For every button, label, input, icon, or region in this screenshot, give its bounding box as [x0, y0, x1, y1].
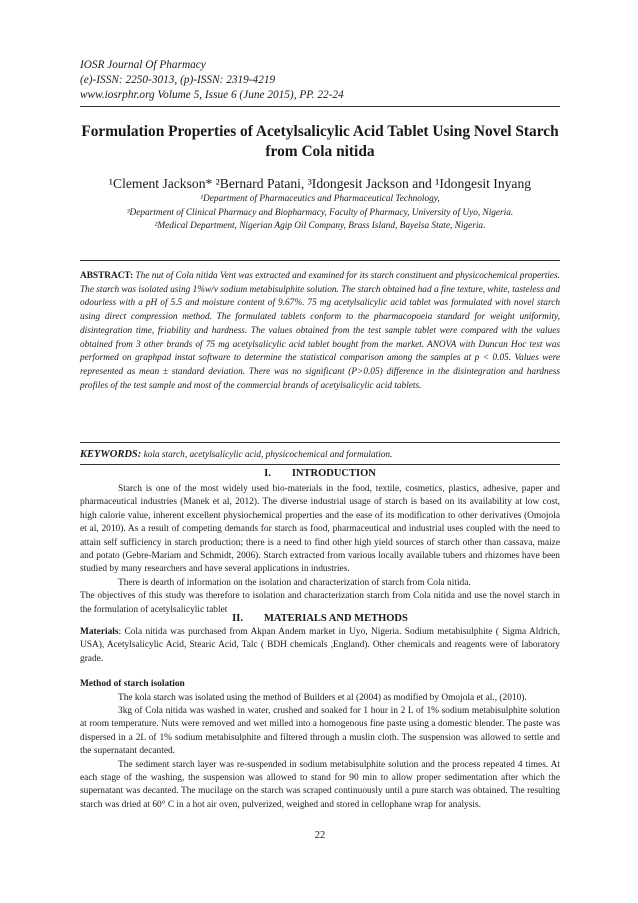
- intro-paragraph-2: There is dearth of information on the isolation and characterization of starch from Cola nitida.: [118, 577, 471, 588]
- method-paragraph-3: The sediment starch layer was re-suspended in sodium metabisulphite solution and the process repeated 4 times. At each stage of the washing, the suspension was allowed to stand for 90 min to allow proper sedimentation after which the supernatant was decanted. The mucilage on the starch was scraped continuously until a pure starch was obtained. The resulting starch was dried at 60° C in a hot air oven, pulverized, weighed and stored in cellophane wrap for analysis.: [80, 759, 560, 810]
- materials-paragraph: [80, 626, 560, 666]
- abstract-text: The nut of Cola nitida Vent was extracted and examined for its starch constituent and physicochemical properties. The starch was isolated using 1%w/v sodium metabisulphite solution. The starch obtained had a fine texture, white, tasteless and odourless with a pH of 5.5 and moisture content of 9.67%. 75 mg acetylsalicylic acid tablet was formulated with novel starch using direct compression method. The formulated tablets conform to the pharmacopoeia standard for weight uniformity, disintegration time, friability and hardness. The values obtained from the test sample tablet were compared with the values obtained from 3 other brands of 75 mg acetylsalicylic acid tablet bought from the market. ANOVA with Duncan Hoc test was performed on graphpad instat software to determine the statistical comparison among the samples at p < 0.05. Values were represented as mean ± standard deviation. There was no significant (P>0.05) difference in the disintegration and hardness profiles of the test sample and most of the commercial brands of acetylsalicylic acid tablets.: [80, 271, 560, 391]
- method-paragraph-1: The kola starch was isolated using the method of Builders et al (2004) as modified by Omojola et al., (2010).: [118, 692, 527, 703]
- keywords-label: KEYWORDS:: [80, 449, 142, 460]
- method-subheading: Method of starch isolation: [80, 679, 185, 690]
- paper-title: Formulation Properties of Acetylsalicylic Acid Tablet Using Novel Starch from Cola nitida: [81, 123, 559, 160]
- abstract-label: ABSTRACT:: [80, 271, 134, 281]
- page-number: 22: [314, 830, 326, 841]
- abstract-bottom-divider: [80, 442, 560, 443]
- materials-methods-body: [80, 626, 560, 812]
- abstract: [80, 270, 560, 393]
- affiliation-1: ¹Department of Pharmaceutics and Pharmaceutical Technology,: [200, 194, 440, 204]
- section-heading-materials-methods: II. MATERIALS AND METHODS: [232, 613, 408, 624]
- journal-name: IOSR Journal Of Pharmacy: [80, 59, 206, 71]
- journal-issn: (e)-ISSN: 2250-3013, (p)-ISSN: 2319-4219: [80, 74, 276, 86]
- journal-header: [80, 58, 560, 103]
- introduction-body: [80, 483, 560, 617]
- affiliation-3: ²Medical Department, Nigerian Agip Oil Company, Brass Island, Bayelsa State, Nigeria.: [154, 221, 486, 231]
- header-divider: [80, 106, 560, 107]
- section-heading-introduction: I. INTRODUCTION: [264, 468, 376, 479]
- keywords-text: kola starch, acetylsalicylic acid, physicochemical and formulation.: [143, 450, 393, 460]
- author-list: ¹Clement Jackson* ²Bernard Patani, ³Idongesit Jackson and ¹Idongesit Inyang: [108, 176, 532, 191]
- method-paragraph-2: 3kg of Cola nitida was washed in water, crushed and soaked for 1 hour in 2 L of 1% sodium metabisulphite solution at room temperature. Nuts were removed and wet milled into a homogenous fine paste using a domestic blender. The paste was dispersed in a 2L of 1% sodium metabisulphite and filtered through a muslin cloth. The suspension was allowed to settle and the supernatant decanted.: [80, 706, 560, 757]
- affiliation-2: ³Department of Clinical Pharmacy and Biopharmacy, Faculty of Pharmacy, University of Uyo, Nigeria.: [126, 207, 514, 218]
- affiliations: [80, 193, 560, 234]
- keywords-divider: [80, 464, 560, 465]
- intro-paragraph-3: The objectives of this study was therefore to isolation and characterization starch from Cola nitida and use the novel starch in the formulation of acetylsalicylic tablet: [80, 591, 560, 615]
- materials-text: : Cola nitida was purchased from Akpan Andem market in Uyo, Nigeria. Sodium metabisulphite ( Sigma Aldrich, USA), Acetylsalicylic Acid, Stearic Acid, Talc ( BDH chemicals ,England). Other chemicals and reagents were of laboratory grade.: [80, 627, 560, 664]
- intro-paragraph-1: Starch is one of the most widely used bio-materials in the food, textile, cosmetics, plastics, adhesive, paper and pharmaceutical industries (Manek et al, 2012). The diverse industrial usage of starch is based on its availability at low cost, high calorie value, inherent excellent physiochemical properties and the ease of its modification to other derivatives (Omojola et al, 2010). As a result of competing demands for starch as food, pharmaceutical and industrial uses coupled with the need to attain self sufficiency in starch production; there is a need to find other high yield sources of starch other than cassava, maize and potato (Gebre-Mariam and Schmidt, 2006). Starch extracted from various locally available tubers and rhizomes have been studied by many researchers and have several applications in industries.: [80, 484, 560, 575]
- keywords: [80, 448, 560, 462]
- journal-volume: www.iosrphr.org Volume 5, Issue 6 (June 2015), PP. 22-24: [80, 89, 344, 101]
- abstract-top-divider: [80, 260, 560, 261]
- materials-label: Materials: [80, 627, 119, 637]
